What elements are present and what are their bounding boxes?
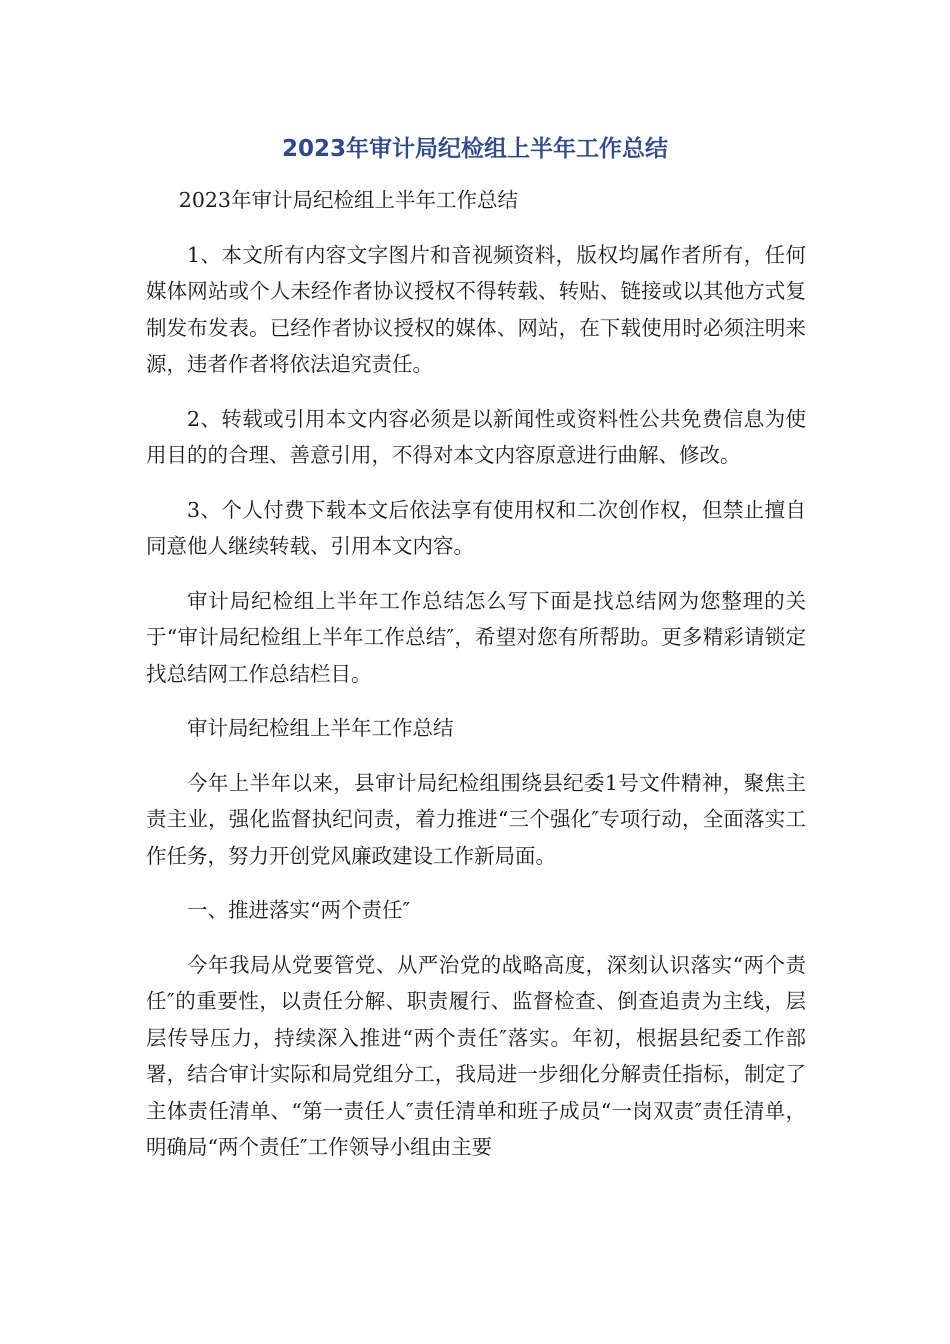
paragraph-body-one: 今年我局从党要管党、从严治党的战略高度，深刻认识落实“两个责任″的重要性，以责任分解、职责履行、监督检查、倒查追责为主线，层层传导压力，持续深入推进“两个责任″落实。年初，根据县纪委工作部署，结合审计实际和局党组分工，我局进一步细化分解责任指标，制定了主体责任清单、“第一责任人″责任清单和班子成员“一岗双责″责任清单，明确局“两个责任″工作领导小组由主要 <box>146 952 806 1159</box>
paragraph-subtitle: 2023年审计局纪检组上半年工作总结 <box>178 188 518 212</box>
paragraph-section-title: 审计局纪检组上半年工作总结 <box>187 716 454 740</box>
paragraph-heading-one: 一、推进落实“两个责任″ <box>187 898 411 922</box>
document-body <box>146 182 806 1184</box>
paragraph-copyright-2: 2、转载或引用本文内容必须是以新闻性或资料性公共免费信息为使用目的的合理、善意引用，不得对本文内容原意进行曲解、修改。 <box>146 406 806 467</box>
document-title: 2023年审计局纪检组上半年工作总结 <box>281 136 668 162</box>
paragraph-copyright-1: 1、本文所有内容文字图片和音视频资料，版权均属作者所有，任何媒体网站或个人未经作者协议授权不得转载、转贴、链接或以其他方式复制发布发表。已经作者协议授权的媒体、网站，在下载使用时必须注明来源，违者作者将依法追究责任。 <box>146 242 806 376</box>
paragraph-copyright-3: 3、个人付费下载本文后依法享有使用权和二次创作权，但禁止擅自同意他人继续转载、引用本文内容。 <box>146 497 806 558</box>
paragraph-overview: 今年上半年以来，县审计局纪检组围绕县纪委1号文件精神，聚焦主责主业，强化监督执纪问责，着力推进“三个强化″专项行动，全面落实工作任务，努力开创党风廉政建设工作新局面。 <box>146 770 806 868</box>
paragraph-intro: 审计局纪检组上半年工作总结怎么写下面是找总结网为您整理的关于“审计局纪检组上半年工作总结″，希望对您有所帮助。更多精彩请锁定找总结网工作总结栏目。 <box>146 588 806 686</box>
